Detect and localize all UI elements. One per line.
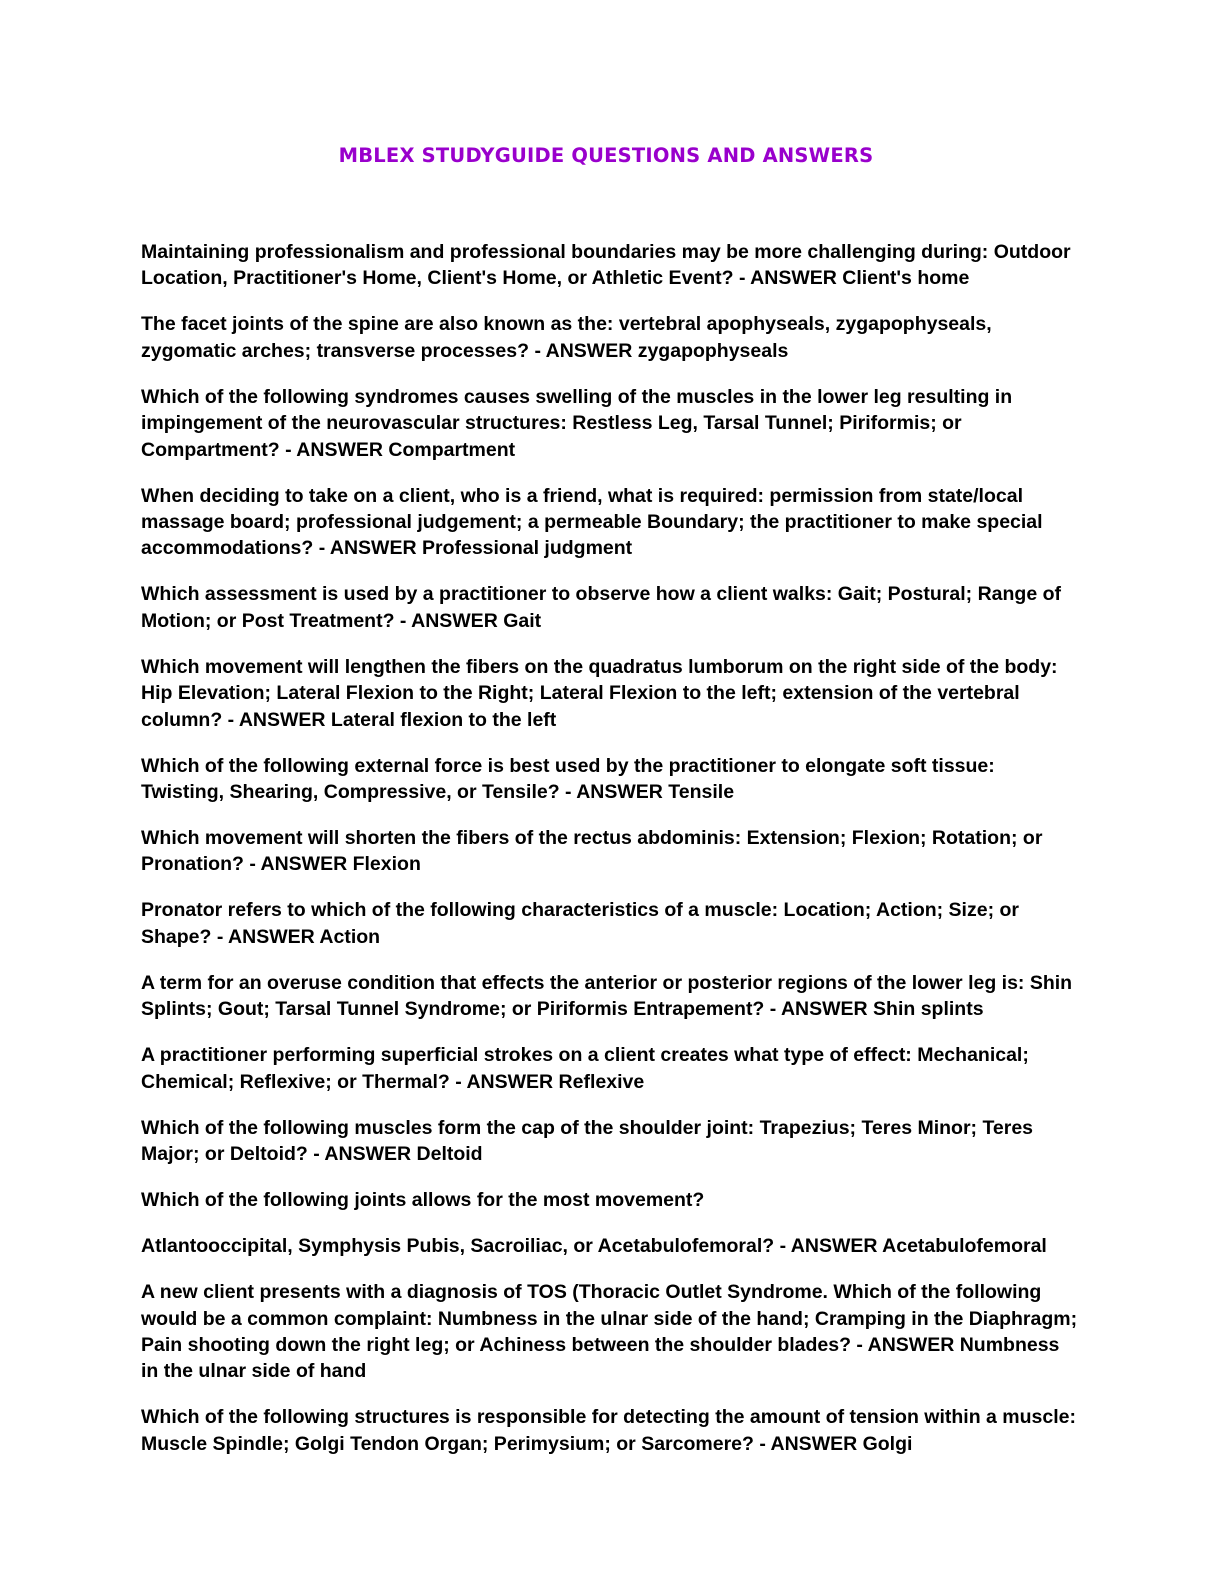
qa-item: Which assessment is used by a practitioner to observe how a client walks: Gait; Postural; Range of Motion; or Post Treatment? - ANSWER Gait <box>141 583 1061 632</box>
document-title: MBLEX STUDYGUIDE QUESTIONS AND ANSWERS <box>338 144 874 167</box>
qa-item: Maintaining professionalism and professional boundaries may be more challenging during: Outdoor Location, Practitioner's Home, Client's Home, or Athletic Event? - ANSWER Client's home <box>141 241 1071 290</box>
qa-item: A practitioner performing superficial strokes on a client creates what type of effect: Mechanical; Chemical; Reflexive; or Thermal? - ANSWER Reflexive <box>141 1044 1029 1093</box>
qa-item: A new client presents with a diagnosis of TOS (Thoracic Outlet Syndrome. Which of the following would be a common complaint: Numbness in the ulnar side of the hand; Cramping in the Diaphragm; Pain shooting down the right leg; or Achiness between the shoulder blades? - ANSWER Numbness in the ulnar side of hand <box>141 1281 1078 1383</box>
qa-item: Which of the following joints allows for the most movement? <box>141 1189 705 1212</box>
qa-item: Which of the following external force is best used by the practitioner to elongate soft tissue: Twisting, Shearing, Compressive, or Tensile? - ANSWER Tensile <box>141 754 995 804</box>
qa-item: Pronator refers to which of the following characteristics of a muscle: Location; Action; Size; or Shape? - ANSWER Action <box>141 899 1019 948</box>
qa-item: A term for an overuse condition that effects the anterior or posterior regions of the lower leg is: Shin Splints; Gout; Tarsal Tunnel Syndrome; or Piriformis Entrapement? - ANSWER Shin splints <box>141 971 1073 1021</box>
qa-list <box>141 239 1081 1477</box>
qa-item: Which movement will shorten the fibers of the rectus abdominis: Extension; Flexion; Rotation; or Pronation? - ANSWER Flexion <box>141 827 1043 876</box>
qa-item: The facet joints of the spine are also known as the: vertebral apophyseals, zygapophyseals, zygomatic arches; transverse processes? - ANSWER zygapophyseals <box>141 313 992 362</box>
qa-item: Which of the following structures is responsible for detecting the amount of tension within a muscle: Muscle Spindle; Golgi Tendon Organ; Perimysium; or Sarcomere? - ANSWER Golgi <box>141 1406 1076 1455</box>
qa-item: Which of the following muscles form the cap of the shoulder joint: Trapezius; Teres Minor; Teres Major; or Deltoid? - ANSWER Deltoid <box>141 1116 1034 1166</box>
qa-item: When deciding to take on a client, who is a friend, what is required: permission from state/local massage board; professional judgement; a permeable Boundary; the practitioner to make special accommodations? - ANSWER Professional judgment <box>141 484 1043 560</box>
qa-item: Atlantooccipital, Symphysis Pubis, Sacroiliac, or Acetabulofemoral? - ANSWER Acetabulofemoral <box>141 1235 1047 1258</box>
qa-item: Which movement will lengthen the fibers on the quadratus lumborum on the right side of the body: Hip Elevation; Lateral Flexion to the Right; Lateral Flexion to the left; extension of the vertebral column? - ANSWER Lateral flexion to the left <box>141 655 1058 731</box>
qa-item: Which of the following syndromes causes swelling of the muscles in the lower leg resulting in impingement of the neurovascular structures: Restless Leg, Tarsal Tunnel; Piriformis; or Compartment? - ANSWER Compartment <box>141 385 1013 461</box>
